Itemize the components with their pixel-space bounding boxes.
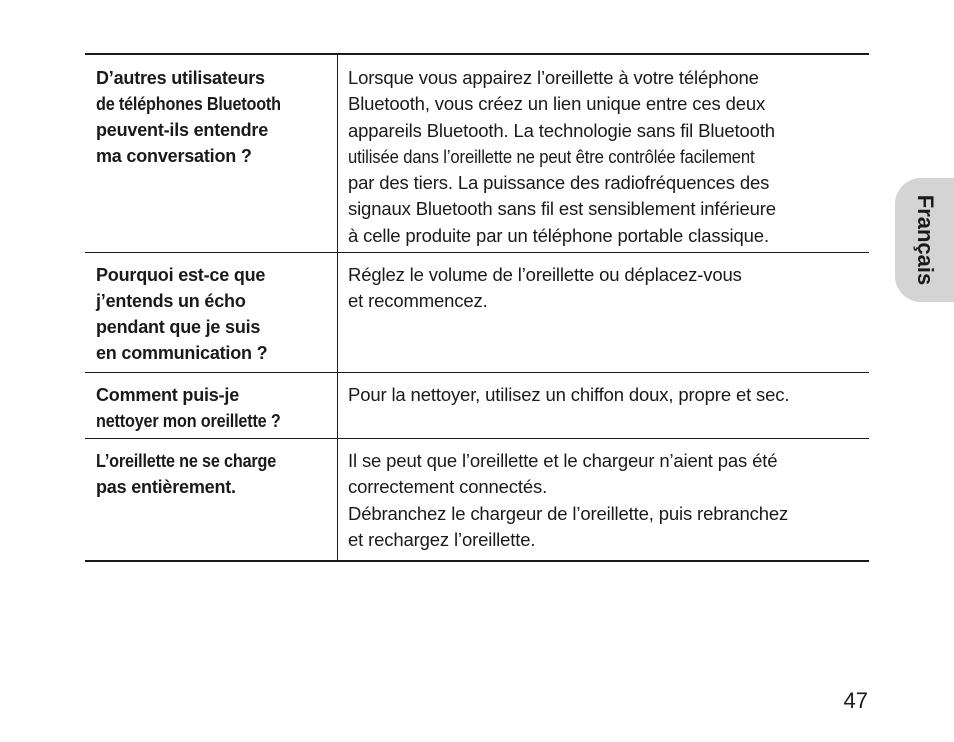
faq-question-line: de téléphones Bluetooth <box>96 94 281 114</box>
faq-answer-line: Réglez le volume de l’oreillette ou déplacez-vous <box>348 264 742 286</box>
faq-answer-line: Pour la nettoyer, utilisez un chiffon doux, propre et sec. <box>348 384 790 406</box>
faq-question <box>85 55 337 172</box>
faq-row <box>85 439 869 562</box>
faq-question-line: L’oreillette ne se charge <box>96 451 277 472</box>
language-side-tab <box>895 178 954 302</box>
faq-question-line: j’entends un écho <box>96 291 246 312</box>
page-number: 47 <box>843 688 868 713</box>
faq-question-line: Pourquoi est-ce que <box>96 265 266 286</box>
faq-answer-cell <box>338 373 870 439</box>
faq-row <box>85 373 869 439</box>
faq-answer <box>338 439 869 560</box>
faq-answer-cell <box>338 54 870 253</box>
faq-question-line: pas entièrement. <box>96 477 236 498</box>
faq-answer-line: utilisée dans l’oreillette ne peut être contrôlée facilement <box>348 145 755 167</box>
faq-question-line: D’autres utilisateurs <box>96 68 265 88</box>
faq-question-line: Comment puis-je <box>96 385 240 406</box>
faq-question-cell <box>85 253 338 373</box>
faq-table <box>85 53 869 562</box>
faq-answer <box>338 253 869 324</box>
faq-question-line: nettoyer mon oreillette ? <box>96 411 281 432</box>
language-side-tab-label: Français <box>912 194 938 286</box>
faq-question <box>85 373 337 438</box>
faq-answer-cell <box>338 439 870 562</box>
faq-answer <box>338 55 869 252</box>
faq-answer-line: à celle produite par un téléphone portable classique. <box>348 224 769 246</box>
faq-answer-line: et recommencez. <box>348 290 488 312</box>
faq-question-cell <box>85 373 338 439</box>
faq-question-line: peuvent-ils entendre <box>96 120 269 140</box>
faq-answer-line: Bluetooth, vous créez un lien unique entre ces deux <box>348 93 766 115</box>
faq-answer-line: Lorsque vous appairez l’oreillette à votre téléphone <box>348 67 759 88</box>
faq-question-line: pendant que je suis <box>96 317 261 338</box>
faq-answer-line: correctement connectés. <box>348 476 548 498</box>
faq-answer <box>338 373 869 417</box>
faq-question-line: en communication ? <box>96 343 268 364</box>
faq-answer-cell <box>338 253 870 373</box>
faq-row <box>85 54 869 253</box>
faq-question-cell <box>85 54 338 253</box>
faq-question <box>85 439 337 507</box>
faq-row <box>85 253 869 373</box>
faq-answer-line: par des tiers. La puissance des radiofréquences des <box>348 172 770 194</box>
faq-question-cell <box>85 439 338 562</box>
faq-answer-line: et rechargez l’oreillette. <box>348 528 536 550</box>
faq-question <box>85 253 337 372</box>
faq-answer-line: signaux Bluetooth sans fil est sensiblement inférieure <box>348 198 776 220</box>
faq-answer-line: Débranchez le chargeur de l’oreillette, puis rebranchez <box>348 502 789 524</box>
faq-question-line: ma conversation ? <box>96 146 252 166</box>
faq-answer-line: Il se peut que l’oreillette et le chargeur n’aient pas été <box>348 450 778 472</box>
faq-answer-line: appareils Bluetooth. La technologie sans fil Bluetooth <box>348 119 775 141</box>
